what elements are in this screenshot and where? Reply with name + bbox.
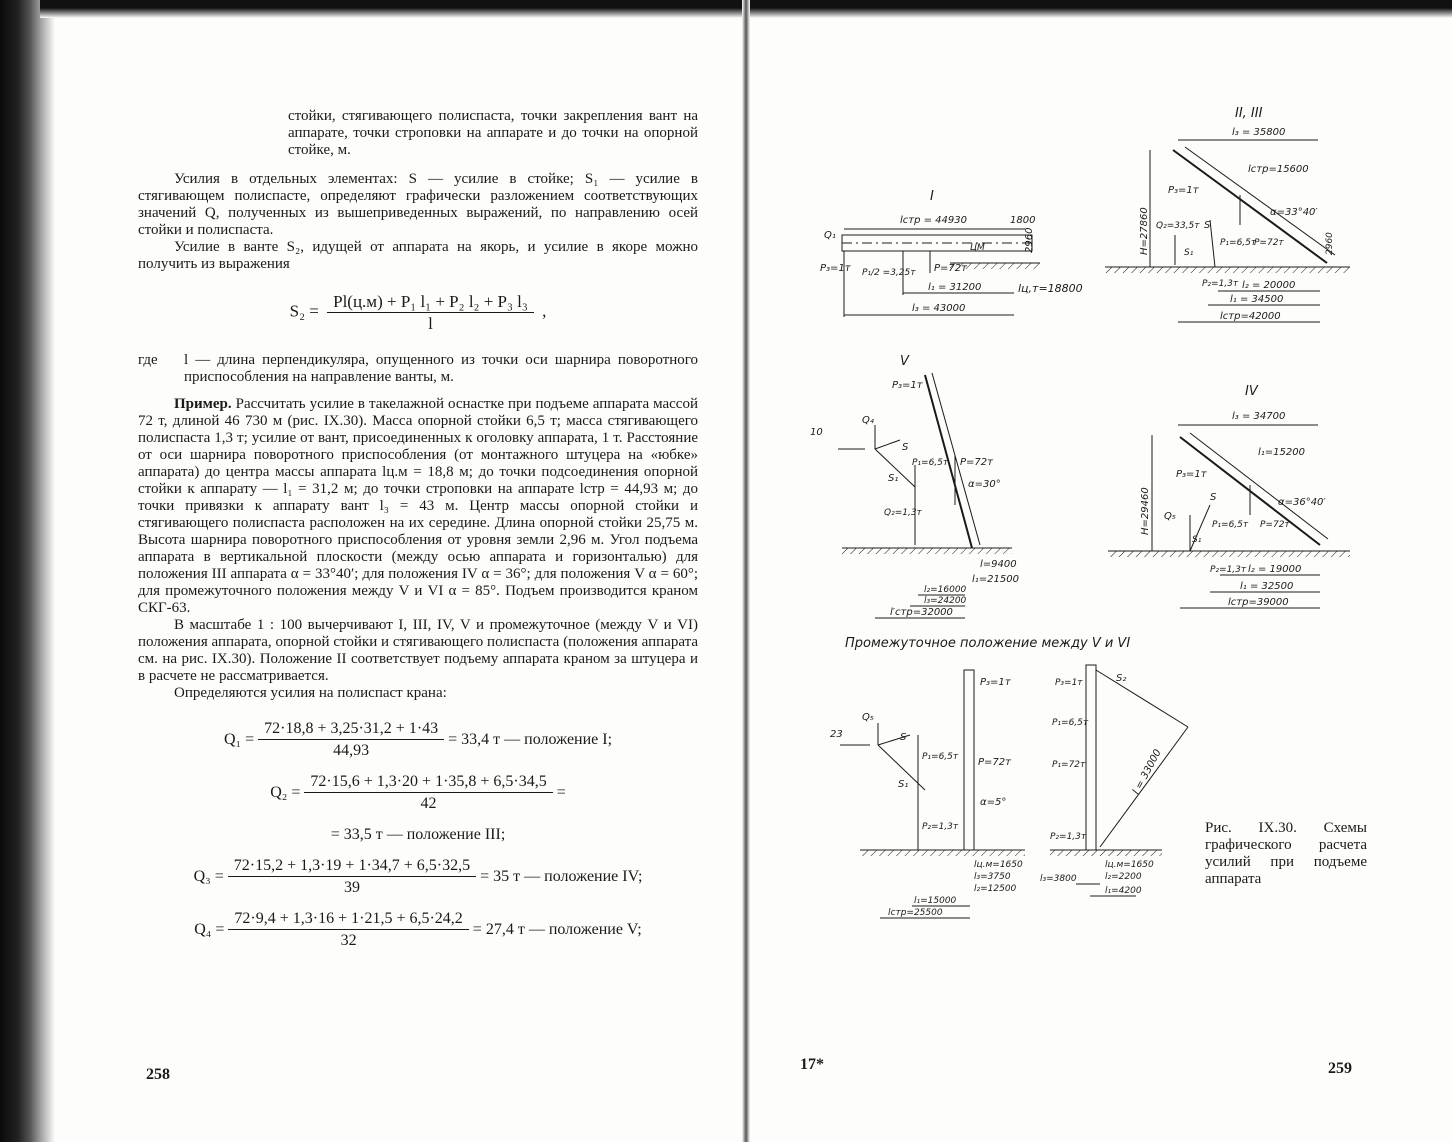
label-p1: P₁=6,5т xyxy=(912,458,949,468)
dim-l3: l₃ = 35800 xyxy=(1232,127,1286,138)
dim-l3: l₃ = 34700 xyxy=(1232,411,1286,422)
diagram-position-IV xyxy=(1108,384,1350,608)
ground-hatch xyxy=(1108,551,1350,557)
label-p: P=72т xyxy=(960,457,993,468)
label-s2: S₂ xyxy=(1116,673,1127,684)
dim-l1: l₁=15200 xyxy=(1258,447,1305,458)
label-p: P=72т xyxy=(934,263,967,274)
label-q2: Q₂=33,5т xyxy=(1156,221,1200,231)
equation-q2-result xyxy=(138,826,698,843)
equation-q2 xyxy=(138,773,698,812)
eq-rhs: = 35 т — положение IV; xyxy=(480,868,643,885)
where-clause xyxy=(138,352,698,386)
label-p1: P₁=6,5т xyxy=(1212,520,1249,530)
formula-s2 xyxy=(138,293,698,332)
label-alpha: α=36°40′ xyxy=(1278,497,1326,508)
apparatus-vertical xyxy=(964,670,974,850)
intermediate-title: Промежуточное положение между V и VI xyxy=(845,636,1131,651)
label-q1: Q₁ xyxy=(824,230,836,241)
label-angle: 10 xyxy=(810,427,823,438)
fig-title: I xyxy=(930,189,934,204)
book-gutter xyxy=(742,0,750,1142)
eq-num: 72·15,2 + 1,3·19 + 1·34,7 + 6,5·32,5 xyxy=(228,857,476,877)
ground-hatch xyxy=(1105,267,1350,273)
dim-l2: l₂ = 20000 xyxy=(1242,280,1296,291)
label-s: S xyxy=(900,732,907,743)
eq-fraction xyxy=(258,720,444,759)
label-p1: P₁/2 =3,25т xyxy=(862,268,916,278)
where-text: l — длина перпендикуляра, опущенного из точки оси шарнира поворотного приспособления на направление ванты, м. xyxy=(184,352,698,385)
label-p: P=72т xyxy=(1254,238,1284,248)
eq-rhs: = 27,4 т — положение V; xyxy=(472,921,642,938)
fig-title: IV xyxy=(1245,384,1258,399)
label-alpha: α=30° xyxy=(968,479,1001,490)
dim-lcm: lц.м=1650 xyxy=(974,860,1023,870)
eq-rhs: = 33,5 т — положение III; xyxy=(330,826,506,843)
equation-q3 xyxy=(138,857,698,896)
eq-lhs: Q₂ = xyxy=(270,784,301,801)
equation-list xyxy=(138,720,698,949)
label-s1: S₁ xyxy=(888,473,899,484)
dim-lstr2: lстр=42000 xyxy=(1220,311,1281,322)
dim-l3: l₃ = 43000 xyxy=(912,303,966,314)
intro-text: стойки, стягивающего полиспаста, точки закрепления вант на аппарате, точки строповки на аппарате и до точки на опорной стойке, м. xyxy=(288,108,698,158)
dim-lstr: l′стр=32000 xyxy=(890,607,953,618)
label-s1: S₁ xyxy=(898,779,909,790)
diagram-position-II-III xyxy=(1105,106,1350,322)
fig-title: II, III xyxy=(1235,106,1263,121)
diagram-position-I xyxy=(820,189,1083,317)
dim-l1: l₁=15000 xyxy=(914,896,957,906)
dim-lcm: lц,т=18800 xyxy=(1018,282,1083,295)
page-number-left: 258 xyxy=(146,1066,170,1083)
dim-1800: 1800 xyxy=(1010,215,1036,226)
paragraph-scale: В масштабе 1 : 100 вычерчивают I, III, IV, V и промежуточное (между V и VI) положения аппарата, опорной стойки и стягивающего полиспаста (положения аппарата см. на рис. IX.30). Положение II соответствует подъему аппарата краном за штуцера и в расчете не рассматривается. xyxy=(138,617,698,684)
dim-2960: 2960 xyxy=(1325,232,1335,255)
label-s1: S₁ xyxy=(1192,535,1202,545)
eq-fraction xyxy=(228,910,468,949)
label-p3: P₃=1т xyxy=(1176,469,1207,480)
dim-lstr: lстр=25500 xyxy=(888,908,943,918)
ground-hatch xyxy=(842,548,1012,554)
diagram-intermediate xyxy=(830,670,1025,918)
label-s1: S₁ xyxy=(1184,248,1194,258)
label-p1: P₁=6,5т xyxy=(922,752,959,762)
dim-l1b: l₁ = 32500 xyxy=(1240,581,1294,592)
label-p: P=72т xyxy=(1260,520,1290,530)
label-q2: Q₂=1,3т xyxy=(884,508,922,518)
force-line xyxy=(1210,220,1215,267)
label-s: S xyxy=(1204,220,1211,231)
formula-fraction xyxy=(327,293,534,332)
eq-den: 42 xyxy=(420,795,437,812)
dim-h-label: H=27860 xyxy=(1139,207,1150,255)
eq-den: 39 xyxy=(343,879,360,896)
guy-line xyxy=(1096,670,1188,727)
figure-ix30 xyxy=(800,95,1380,925)
label-q5: Q₅ xyxy=(1164,511,1176,522)
dim-l1: l₁=4200 xyxy=(1105,886,1142,896)
example-text: Рассчитать усилие в такелажной оснастке при подъеме аппарата массой 72 т, длиной 46 730 м (рис. IX.30). Масса опорной стойки 6,5 т; масса стягивающего полиспаста 1,3 т; усилие от вант, присоединенных к оголовку аппарата, 1 т. Расстояние от оси шарнира поворотного приспособления (от монтажного штуцера на «юбке» аппарата) до центра массы аппарата lц.м = 18,8 м; до точки подсоединения опорной стойки к аппарату — l₁ = 31,2 м; до точки строповки на аппарате lстр = 44,93 м; до точки привязки к аппарату вант l₃ = 43 м. Центр массы опорной стойки и стягивающего полиспаста расположен на их середине. Длина опорной стойки 25,75 м. Высота шарнира поворотного приспособления от уровня земли 2,96 м. Угол подъема аппарата в вертикальной плоскости (между осью аппарата и горизонталью) для положения III аппарата α = 33°40′; для положения IV α = 36°; для положения V α = 60°; для промежуточного положения между V и VI α = 85°. Подъем производится краном СКГ-63. xyxy=(138,396,698,616)
eq-lhs: Q₃ = xyxy=(193,868,224,885)
eq-num: 72·15,6 + 1,3·20 + 1·35,8 + 6,5·34,5 xyxy=(304,773,552,793)
paragraph-forces: Усилия в отдельных элементах: S — усилие в стойке; S₁ — усилие в стягивающем полиспасте, определяют графически разложением соответствующих значений Q, полученных из вышеприведенных выражений, по направлению осей стойки и полиспаста. xyxy=(138,171,698,238)
dim-l2: l₂ = 19000 xyxy=(1248,564,1302,575)
label-s: S xyxy=(902,442,909,453)
dim-l2: l₂=16000 xyxy=(924,585,967,595)
dim-lstr: lстр = 44930 xyxy=(900,215,967,226)
eq-fraction xyxy=(304,773,552,812)
eq-den: 32 xyxy=(340,932,357,949)
diagram-position-VI xyxy=(1040,665,1188,896)
eq-den: 44,93 xyxy=(333,742,370,759)
equation-q1 xyxy=(138,720,698,759)
dim-l1: l₁=21500 xyxy=(972,574,1019,585)
apparatus-vertical xyxy=(1086,665,1096,850)
paragraph-crane: Определяются усилия на полиспаст крана: xyxy=(174,685,447,701)
fig-title: V xyxy=(900,354,909,369)
left-page xyxy=(138,108,698,963)
eq-num: 72·9,4 + 1,3·16 + 1·21,5 + 6,5·24,2 xyxy=(228,910,468,930)
dim-l2: l₂=12500 xyxy=(974,884,1017,894)
dim-h-label: H=29460 xyxy=(1140,487,1151,535)
dim-2960: 2960 xyxy=(1024,227,1035,253)
ground-hatch xyxy=(1050,850,1162,856)
formula-tail: , xyxy=(542,301,547,321)
dim-lstr: lстр=39000 xyxy=(1228,597,1289,608)
dim-l3: l₃=3800 xyxy=(1040,874,1077,884)
label-angle: 23 xyxy=(830,729,843,740)
eq-lhs: Q₁ = xyxy=(223,731,255,748)
example-paragraph xyxy=(138,396,698,617)
label-p2: P₂=1,3т xyxy=(1202,279,1239,289)
dim-l: l=9400 xyxy=(980,559,1017,570)
eq-fraction xyxy=(228,857,476,896)
label-alpha: α=5° xyxy=(980,797,1007,808)
label-s: S xyxy=(1210,492,1217,503)
label-p3: P₃=1т xyxy=(820,263,851,274)
eq-rhs: = xyxy=(556,784,566,801)
label-pt: P₁=72т xyxy=(1052,760,1086,770)
example-label: Пример. xyxy=(174,396,232,412)
label-p3: P₃=1т xyxy=(980,677,1011,688)
label-p3: P₃=1т xyxy=(1055,678,1083,688)
diagram-position-V xyxy=(810,354,1019,618)
ground-hatch xyxy=(860,850,1025,856)
label-p2: P₂=1,3т xyxy=(1050,832,1087,842)
formula-numerator: Pl(ц.м) + P₁ l₁ + P₂ l₂ + P₃ l₃ xyxy=(327,293,534,313)
dim-l1: l₁ = 34500 xyxy=(1230,294,1284,305)
label-p3: P₃=1т xyxy=(1168,185,1199,196)
label-p2: P₂=1,3т xyxy=(1210,565,1247,575)
dim-lstr1: lстр=15600 xyxy=(1248,164,1309,175)
dim-l3: l₃=24200 xyxy=(924,596,967,606)
force-line xyxy=(875,440,900,449)
label-cm: ЦМ xyxy=(970,243,985,253)
figure-caption: Рис. IX.30. Схемы графического расчета усилий при подъеме аппарата xyxy=(1205,820,1367,887)
signature-mark: 17* xyxy=(800,1056,824,1073)
label-p1: P₁=6,5т xyxy=(1052,718,1089,728)
where-key: где xyxy=(138,352,158,368)
page-number-right: 259 xyxy=(1328,1060,1352,1077)
dim-l: l = 33000 xyxy=(1130,747,1164,797)
label-p1: P₁=6,5т xyxy=(1220,238,1257,248)
label-q5: Q₅ xyxy=(862,712,874,723)
dim-l1: l₁ = 31200 xyxy=(928,282,982,293)
dim-l2: l₂=2200 xyxy=(1105,872,1142,882)
formula-lhs: S₂ = xyxy=(289,301,319,321)
eq-rhs: = 33,4 т — положение I; xyxy=(448,731,613,748)
eq-num: 72·18,8 + 3,25·31,2 + 1·43 xyxy=(258,720,444,740)
label-p: P=72т xyxy=(978,757,1011,768)
label-p3: P₃=1т xyxy=(892,380,923,391)
eq-lhs: Q₄ = xyxy=(194,921,225,938)
label-alpha: α=33°40′ xyxy=(1270,207,1318,218)
formula-denominator: l xyxy=(428,314,433,333)
label-p2: P₂=1,3т xyxy=(922,822,959,832)
book-binding-shadow xyxy=(0,0,55,1142)
dim-l3: l₃=3750 xyxy=(974,872,1011,882)
dim-lcm: lц.м=1650 xyxy=(1105,860,1154,870)
equation-q4 xyxy=(138,910,698,949)
label-q4: Q₄ xyxy=(862,415,874,426)
paragraph-guy-force: Усилие в ванте S₂, идущей от аппарата на якорь, и усилие в якоре можно получить из выражения xyxy=(138,239,698,272)
